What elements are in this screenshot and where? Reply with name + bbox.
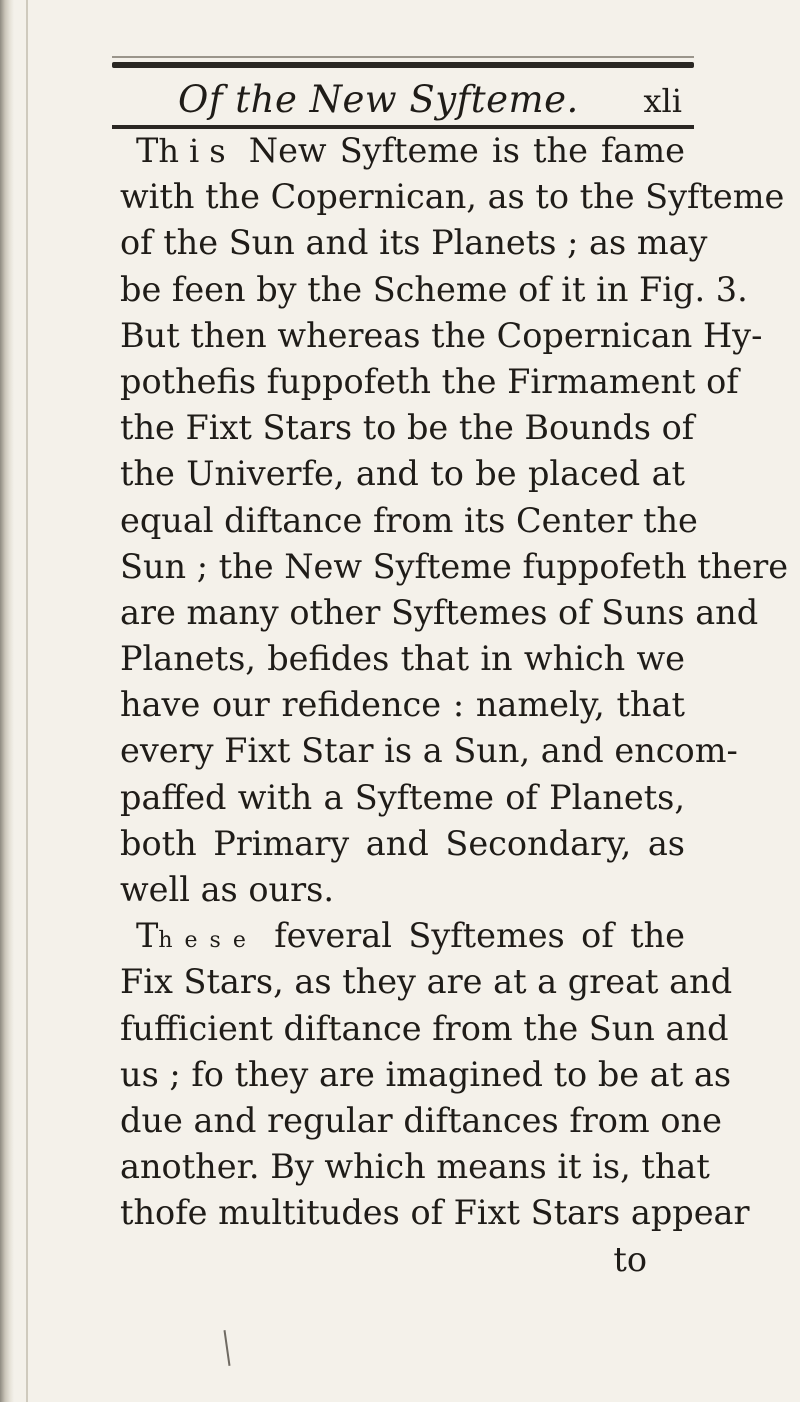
paragraph-1-initial: T [136,131,159,170]
text-line: Planets, befides that in which we [120,639,685,679]
text-line: with the Copernican, as to the Syfteme [120,177,785,217]
catchword: to [613,1239,647,1279]
text-line: both Primary and Secondary, as [120,823,685,863]
text-line: equal diftance from its Center the [120,500,698,540]
page-binding-line [26,0,28,1402]
text-line: another. By which means it is, that [120,1147,710,1187]
paragraph-2-initial: T [136,916,159,956]
text-line: have our refidence : namely, that [120,685,685,725]
page-header [112,70,694,126]
paragraph-2-rest: feveral Syftemes of the [257,916,685,956]
text-line: But then whereas the Copernican Hy- [120,315,763,355]
top-rule-faint [112,56,694,58]
page-binding-shadow [0,0,14,1402]
text-line: be feen by the Scheme of it in Fig. 3. [120,269,748,309]
paragraph-1-last-line: well as ours. [120,870,334,909]
paragraph-1-rest: New Syfteme is the fame [235,131,685,170]
page-number: xli [643,82,682,120]
text-line: thofe multitudes of Fixt Stars appear [120,1193,750,1233]
paragraph-1-smallcaps: his [158,132,236,170]
text-line: paffed with a Syfteme of Planets, [120,777,685,817]
running-title: Of the New Syfteme. [178,78,579,121]
body-text [120,128,789,1283]
text-line: every Fixt Star is a Sun, and encom- [120,731,738,771]
text-line: Fix Stars, as they are at a great and [120,962,733,1002]
text-line: the Fixt Stars to be the Bounds of [120,408,695,448]
text-line: are many other Syftemes of Suns and [120,592,759,632]
text-line: pothefis fuppofeth the Firmament of [120,361,739,401]
paragraph-2-smallcaps: hese [158,928,258,954]
text-line: due and regular diftances from one [120,1100,722,1140]
paragraph-1-first-line [120,128,685,174]
text-line: fufficient diftance from the Sun and [120,1008,729,1048]
paragraph-2-first-line [120,913,685,959]
text-line: of the Sun and its Planets ; as may [120,223,708,263]
text-line: the Univerfe, and to be placed at [120,454,685,494]
text-line: Sun ; the New Syfteme fuppofeth there [120,546,789,586]
top-rule [112,62,694,68]
stray-ink-mark [224,1330,231,1366]
text-line: us ; fo they are imagined to be at as [120,1054,732,1094]
